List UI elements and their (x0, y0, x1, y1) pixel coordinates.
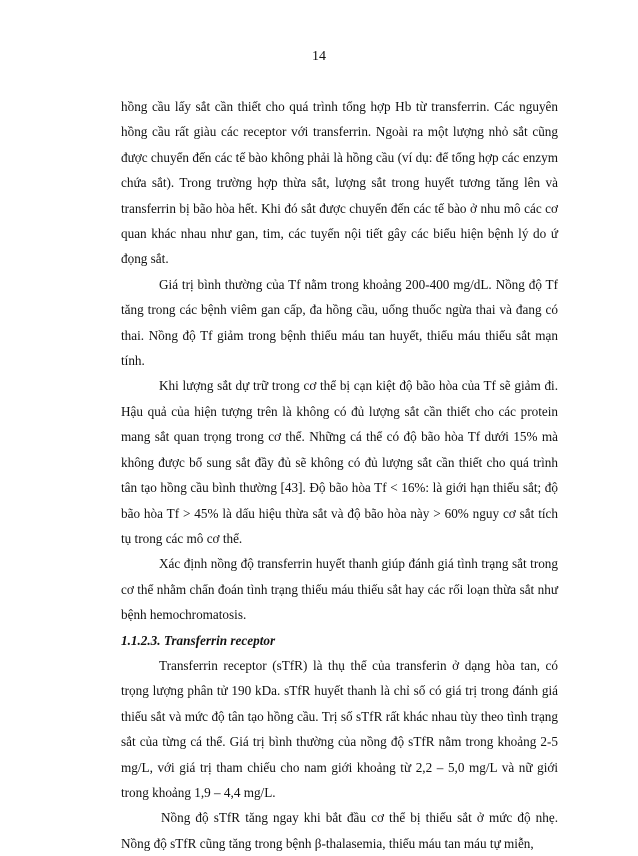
paragraph-tf-saturation: Khi lượng sắt dự trữ trong cơ thể bị cạn kiệt độ bão hòa của Tf sẽ giảm đi. Hậu quả của hiện tượng trên là không có đủ lượng sắt cần thiết cho các protein mang sắt quan trọng trong cơ thể. Những cá thể có độ bão hòa Tf dưới 15% mà không được bổ sung sắt đầy đủ sẽ không có đủ lượng sắt cần thiết cho quá trình tân tạo hồng cầu bình thường [43]. Độ bão hòa Tf < 16%: là giới hạn thiếu sắt; độ bão hòa Tf > 45% là dấu hiệu thừa sắt và độ bão hòa này > 60% nguy cơ sắt tích tụ trong các mô cơ thể. (121, 378, 558, 546)
paragraph-transferrin-assessment: Xác định nồng độ transferrin huyết thanh giúp đánh giá tình trạng sắt trong cơ thể nhằm chẩn đoán tình trạng thiếu máu thiếu sắt hay các rối loạn thừa sắt như bệnh hemochromatosis. (121, 556, 558, 623)
document-body (121, 94, 558, 856)
page-number: 14 (312, 49, 326, 64)
paragraph-stfr-definition: Transferrin receptor (sTfR) là thụ thể của transferin ở dạng hòa tan, có trọng lượng phân tử 190 kDa. sTfR huyết thanh là chỉ số có giá trị trong đánh giá thiếu sắt và mức độ tân tạo hồng cầu. Trị số sTfR rất khác nhau tùy theo tình trạng sắt của từng cá thể. Giá trị bình thường của nồng độ sTfR nằm trong khoảng 2-5 mg/L, với giá trị tham chiếu cho nam giới khoảng từ 2,2 – 5,0 mg/L và nữ giới trong khoảng 1,9 – 4,4 mg/L. (121, 657, 558, 800)
paragraph-continuation: hồng cầu lấy sắt cần thiết cho quá trình tổng hợp Hb từ transferrin. Các nguyên hồng cầu rất giàu các receptor với transferrin. Ngoài ra một lượng nhỏ sắt cũng được chuyển đến các tế bào không phải là hồng cầu (ví dụ: để tổng hợp các enzym chứa sắt). Trong trường hợp thừa sắt, lượng sắt trong huyết tương tăng lên và transferrin bị bão hòa hết. Khi đó sắt được chuyển đến các tế bào ở nhu mô các cơ quan khác nhau như gan, tim, các tuyến nội tiết gây các biểu hiện bệnh lý do ứ đọng sắt. (121, 99, 558, 267)
paragraph-stfr-increase: Nồng độ sTfR tăng ngay khi bắt đầu cơ thể bị thiếu sắt ở mức độ nhẹ. Nồng độ sTfR cũng tăng trong bệnh β-thalasemia, thiếu máu tan máu tự miễn, (121, 810, 558, 851)
paragraph-tf-normal-values: Giá trị bình thường của Tf nằm trong khoảng 200-400 mg/dL. Nồng độ Tf tăng trong các bệnh viêm gan cấp, đa hồng cầu, uống thuốc ngừa thai và đang có thai. Nồng độ Tf giảm trong bệnh thiếu máu tan huyết, thiếu máu thiếu sắt mạn tính. (121, 276, 558, 369)
section-heading: 1.1.2.3. Transferrin receptor (121, 632, 276, 648)
